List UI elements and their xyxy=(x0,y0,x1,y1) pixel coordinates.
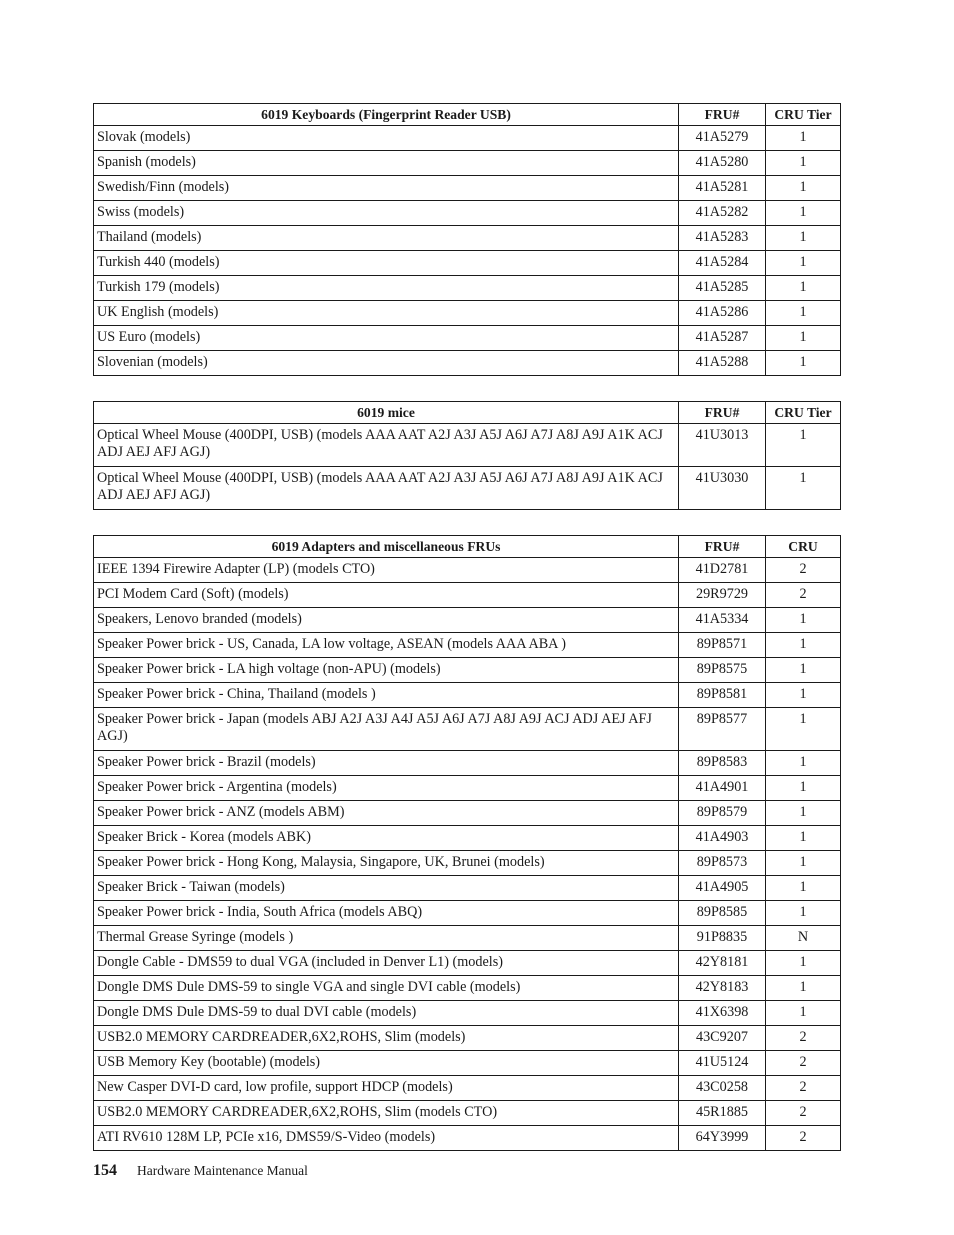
cell-fru-number: 41A5282 xyxy=(679,201,766,226)
cell-fru-number: 41A5279 xyxy=(679,126,766,151)
column-header-cru: CRU Tier xyxy=(766,104,841,126)
cell-description: USB Memory Key (bootable) (models) xyxy=(94,1051,679,1076)
cell-cru-tier: 1 xyxy=(766,467,841,510)
cell-description: Dongle DMS Dule DMS-59 to single VGA and single DVI cable (models) xyxy=(94,976,679,1001)
table-row xyxy=(94,633,841,658)
cell-description: IEEE 1394 Firewire Adapter (LP) (models CTO) xyxy=(94,558,679,583)
table-row xyxy=(94,951,841,976)
cell-description: Speaker Power brick - US, Canada, LA low voltage, ASEAN (models AAA ABA ) xyxy=(94,633,679,658)
cell-description: Speaker Power brick - ANZ (models ABM) xyxy=(94,801,679,826)
table-row xyxy=(94,926,841,951)
column-header-description: 6019 Keyboards (Fingerprint Reader USB) xyxy=(94,104,679,126)
cell-description: Speaker Power brick - Brazil (models) xyxy=(94,751,679,776)
table-row xyxy=(94,1076,841,1101)
table-row xyxy=(94,201,841,226)
cell-cru-tier: 1 xyxy=(766,608,841,633)
page-number: 154 xyxy=(93,1162,117,1179)
cell-cru-tier: 1 xyxy=(766,326,841,351)
table-row xyxy=(94,558,841,583)
cell-cru-tier: 1 xyxy=(766,424,841,467)
cell-cru-tier: 1 xyxy=(766,851,841,876)
table-row xyxy=(94,658,841,683)
cell-fru-number: 41A5280 xyxy=(679,151,766,176)
cell-cru-tier: 2 xyxy=(766,1026,841,1051)
table-row xyxy=(94,751,841,776)
cell-fru-number: 91P8835 xyxy=(679,926,766,951)
cell-fru-number: 89P8579 xyxy=(679,801,766,826)
cell-fru-number: 42Y8183 xyxy=(679,976,766,1001)
keyboards-fru-table xyxy=(93,103,841,376)
table-row xyxy=(94,351,841,376)
table-row xyxy=(94,326,841,351)
cell-fru-number: 41A5334 xyxy=(679,608,766,633)
cell-cru-tier: 1 xyxy=(766,126,841,151)
cell-fru-number: 41A5287 xyxy=(679,326,766,351)
cell-cru-tier: 1 xyxy=(766,633,841,658)
cell-description: Speaker Power brick - Hong Kong, Malaysia, Singapore, UK, Brunei (models) xyxy=(94,851,679,876)
table-row xyxy=(94,301,841,326)
cell-description: Swiss (models) xyxy=(94,201,679,226)
cell-fru-number: 89P8571 xyxy=(679,633,766,658)
cell-cru-tier: 1 xyxy=(766,301,841,326)
cell-fru-number: 45R1885 xyxy=(679,1101,766,1126)
cell-cru-tier: 1 xyxy=(766,201,841,226)
cell-cru-tier: 1 xyxy=(766,176,841,201)
cell-description: ATI RV610 128M LP, PCIe x16, DMS59/S-Video (models) xyxy=(94,1126,679,1151)
table-row xyxy=(94,424,841,467)
cell-cru-tier: 1 xyxy=(766,226,841,251)
table-row xyxy=(94,1026,841,1051)
cell-description: Spanish (models) xyxy=(94,151,679,176)
table-header-row xyxy=(94,536,841,558)
cell-description: Speaker Power brick - China, Thailand (models ) xyxy=(94,683,679,708)
cell-cru-tier: 1 xyxy=(766,1001,841,1026)
cell-cru-tier: 1 xyxy=(766,708,841,751)
cell-description: Speaker Brick - Korea (models ABK) xyxy=(94,826,679,851)
cell-description: Dongle DMS Dule DMS-59 to dual DVI cable (models) xyxy=(94,1001,679,1026)
cell-cru-tier: 1 xyxy=(766,658,841,683)
cell-fru-number: 41A5283 xyxy=(679,226,766,251)
table-row xyxy=(94,467,841,510)
cell-cru-tier: 1 xyxy=(766,276,841,301)
cell-fru-number: 41D2781 xyxy=(679,558,766,583)
table-row xyxy=(94,1001,841,1026)
cell-description: UK English (models) xyxy=(94,301,679,326)
cell-cru-tier: 1 xyxy=(766,976,841,1001)
cell-cru-tier: 1 xyxy=(766,901,841,926)
table-row xyxy=(94,226,841,251)
cell-fru-number: 89P8583 xyxy=(679,751,766,776)
cell-cru-tier: 1 xyxy=(766,151,841,176)
table-row xyxy=(94,708,841,751)
cell-description: Slovak (models) xyxy=(94,126,679,151)
mice-fru-table xyxy=(93,401,841,510)
cell-description: US Euro (models) xyxy=(94,326,679,351)
table-row xyxy=(94,126,841,151)
table-row xyxy=(94,608,841,633)
cell-cru-tier: N xyxy=(766,926,841,951)
cell-fru-number: 41A5284 xyxy=(679,251,766,276)
cell-fru-number: 41A5286 xyxy=(679,301,766,326)
cell-fru-number: 41A5281 xyxy=(679,176,766,201)
cell-cru-tier: 1 xyxy=(766,351,841,376)
cell-description: Optical Wheel Mouse (400DPI, USB) (models AAA AAT A2J A3J A5J A6J A7J A8J A9J A1K ACJ ADJ AEJ AFJ AGJ) xyxy=(94,467,679,510)
cell-description: PCI Modem Card (Soft) (models) xyxy=(94,583,679,608)
cell-cru-tier: 1 xyxy=(766,776,841,801)
table-row xyxy=(94,776,841,801)
cell-description: Swedish/Finn (models) xyxy=(94,176,679,201)
table-header-row xyxy=(94,104,841,126)
column-header-cru: CRU xyxy=(766,536,841,558)
column-header-fru: FRU# xyxy=(679,402,766,424)
cell-description: New Casper DVI-D card, low profile, support HDCP (models) xyxy=(94,1076,679,1101)
column-header-description: 6019 Adapters and miscellaneous FRUs xyxy=(94,536,679,558)
cell-fru-number: 89P8575 xyxy=(679,658,766,683)
table-row xyxy=(94,1126,841,1151)
cell-cru-tier: 2 xyxy=(766,558,841,583)
cell-cru-tier: 2 xyxy=(766,1051,841,1076)
table-row xyxy=(94,1101,841,1126)
cell-cru-tier: 2 xyxy=(766,1101,841,1126)
cell-fru-number: 41U3030 xyxy=(679,467,766,510)
table-row xyxy=(94,1051,841,1076)
cell-description: Turkish 440 (models) xyxy=(94,251,679,276)
cell-fru-number: 89P8585 xyxy=(679,901,766,926)
cell-description: Speaker Power brick - Argentina (models) xyxy=(94,776,679,801)
cell-fru-number: 89P8573 xyxy=(679,851,766,876)
table-row xyxy=(94,826,841,851)
column-header-description: 6019 mice xyxy=(94,402,679,424)
cell-fru-number: 29R9729 xyxy=(679,583,766,608)
cell-description: Speakers, Lenovo branded (models) xyxy=(94,608,679,633)
cell-description: Speaker Brick - Taiwan (models) xyxy=(94,876,679,901)
cell-description: Thermal Grease Syringe (models ) xyxy=(94,926,679,951)
cell-cru-tier: 1 xyxy=(766,801,841,826)
column-header-cru: CRU Tier xyxy=(766,402,841,424)
cell-description: Slovenian (models) xyxy=(94,351,679,376)
table-row xyxy=(94,901,841,926)
cell-description: Thailand (models) xyxy=(94,226,679,251)
cell-fru-number: 43C0258 xyxy=(679,1076,766,1101)
cell-fru-number: 41U5124 xyxy=(679,1051,766,1076)
table-row xyxy=(94,251,841,276)
table-row xyxy=(94,583,841,608)
column-header-fru: FRU# xyxy=(679,104,766,126)
cell-description: Speaker Power brick - Japan (models ABJ A2J A3J A4J A5J A6J A7J A8J A9J ACJ ADJ AEJ AFJ AGJ) xyxy=(94,708,679,751)
cell-fru-number: 64Y3999 xyxy=(679,1126,766,1151)
cell-cru-tier: 1 xyxy=(766,826,841,851)
cell-fru-number: 42Y8181 xyxy=(679,951,766,976)
cell-description: Speaker Power brick - LA high voltage (non-APU) (models) xyxy=(94,658,679,683)
cell-cru-tier: 1 xyxy=(766,876,841,901)
table-row xyxy=(94,876,841,901)
table-row xyxy=(94,176,841,201)
table-row xyxy=(94,683,841,708)
cell-fru-number: 41X6398 xyxy=(679,1001,766,1026)
cell-cru-tier: 2 xyxy=(766,1126,841,1151)
cell-cru-tier: 1 xyxy=(766,951,841,976)
adapters-misc-fru-table xyxy=(93,535,841,1151)
table-header-row xyxy=(94,402,841,424)
cell-cru-tier: 2 xyxy=(766,583,841,608)
column-header-fru: FRU# xyxy=(679,536,766,558)
table-row xyxy=(94,151,841,176)
cell-fru-number: 89P8581 xyxy=(679,683,766,708)
cell-cru-tier: 1 xyxy=(766,251,841,276)
cell-fru-number: 41A4903 xyxy=(679,826,766,851)
manual-title: Hardware Maintenance Manual xyxy=(137,1163,308,1178)
table-row xyxy=(94,276,841,301)
cell-description: Turkish 179 (models) xyxy=(94,276,679,301)
cell-description: USB2.0 MEMORY CARDREADER,6X2,ROHS, Slim (models CTO) xyxy=(94,1101,679,1126)
cell-fru-number: 89P8577 xyxy=(679,708,766,751)
cell-fru-number: 41U3013 xyxy=(679,424,766,467)
table-row xyxy=(94,851,841,876)
cell-description: Speaker Power brick - India, South Africa (models ABQ) xyxy=(94,901,679,926)
cell-description: Dongle Cable - DMS59 to dual VGA (included in Denver L1) (models) xyxy=(94,951,679,976)
cell-fru-number: 41A4905 xyxy=(679,876,766,901)
cell-fru-number: 41A4901 xyxy=(679,776,766,801)
cell-fru-number: 41A5288 xyxy=(679,351,766,376)
cell-cru-tier: 1 xyxy=(766,683,841,708)
cell-description: Optical Wheel Mouse (400DPI, USB) (models AAA AAT A2J A3J A5J A6J A7J A8J A9J A1K ACJ ADJ AEJ AFJ AGJ) xyxy=(94,424,679,467)
table-row xyxy=(94,801,841,826)
cell-description: USB2.0 MEMORY CARDREADER,6X2,ROHS, Slim (models) xyxy=(94,1026,679,1051)
cell-fru-number: 43C9207 xyxy=(679,1026,766,1051)
table-row xyxy=(94,976,841,1001)
page-footer xyxy=(93,1162,308,1180)
cell-fru-number: 41A5285 xyxy=(679,276,766,301)
cell-cru-tier: 2 xyxy=(766,1076,841,1101)
cell-cru-tier: 1 xyxy=(766,751,841,776)
